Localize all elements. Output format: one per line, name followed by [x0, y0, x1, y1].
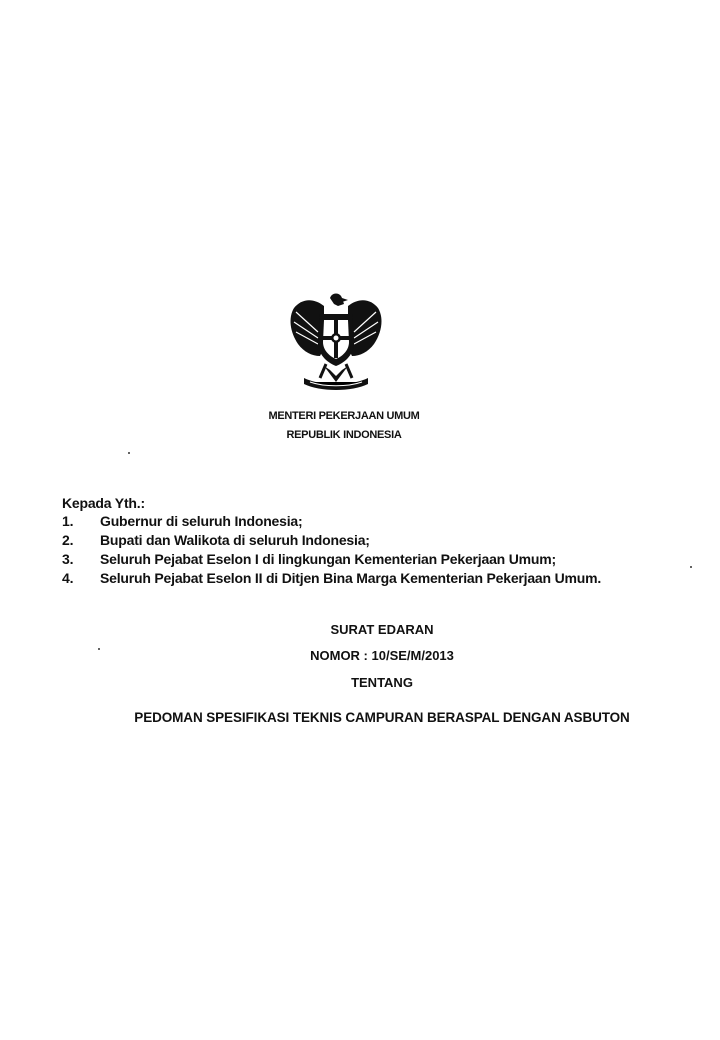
list-item-number: 4. — [62, 570, 74, 586]
list-item-number: 1. — [62, 513, 74, 529]
addressee-label: Kepada Yth.: — [62, 495, 145, 511]
recipient-block — [62, 494, 702, 588]
list-item — [62, 531, 702, 550]
letterhead-ministry: MENTERI PEKERJAAN UMUM — [268, 410, 420, 422]
list-item-text: Seluruh Pejabat Eselon II di Ditjen Bina Marga Kementerian Pekerjaan Umum. — [100, 570, 602, 586]
scan-speck — [128, 452, 130, 454]
document-about-label: TENTANG — [351, 675, 413, 690]
document-type: SURAT EDARAN — [330, 622, 434, 637]
list-item — [62, 569, 702, 588]
list-item-text: Bupati dan Walikota di seluruh Indonesia; — [100, 532, 370, 548]
document-number: NOMOR : 10/SE/M/2013 — [310, 648, 454, 663]
list-item-text: Gubernur di seluruh Indonesia; — [100, 513, 303, 529]
list-item — [62, 550, 702, 569]
list-item-number: 2. — [62, 532, 74, 548]
list-item-text: Seluruh Pejabat Eselon I di lingkungan Kementerian Pekerjaan Umum; — [100, 551, 556, 567]
list-item-number: 3. — [62, 551, 74, 567]
list-item — [62, 512, 702, 531]
document-subject: PEDOMAN SPESIFIKASI TEKNIS CAMPURAN BERASPAL DENGAN ASBUTON — [134, 710, 630, 725]
letterhead-country: REPUBLIK INDONESIA — [286, 429, 402, 441]
garuda-pancasila-icon — [284, 292, 388, 398]
recipient-list — [62, 512, 702, 588]
